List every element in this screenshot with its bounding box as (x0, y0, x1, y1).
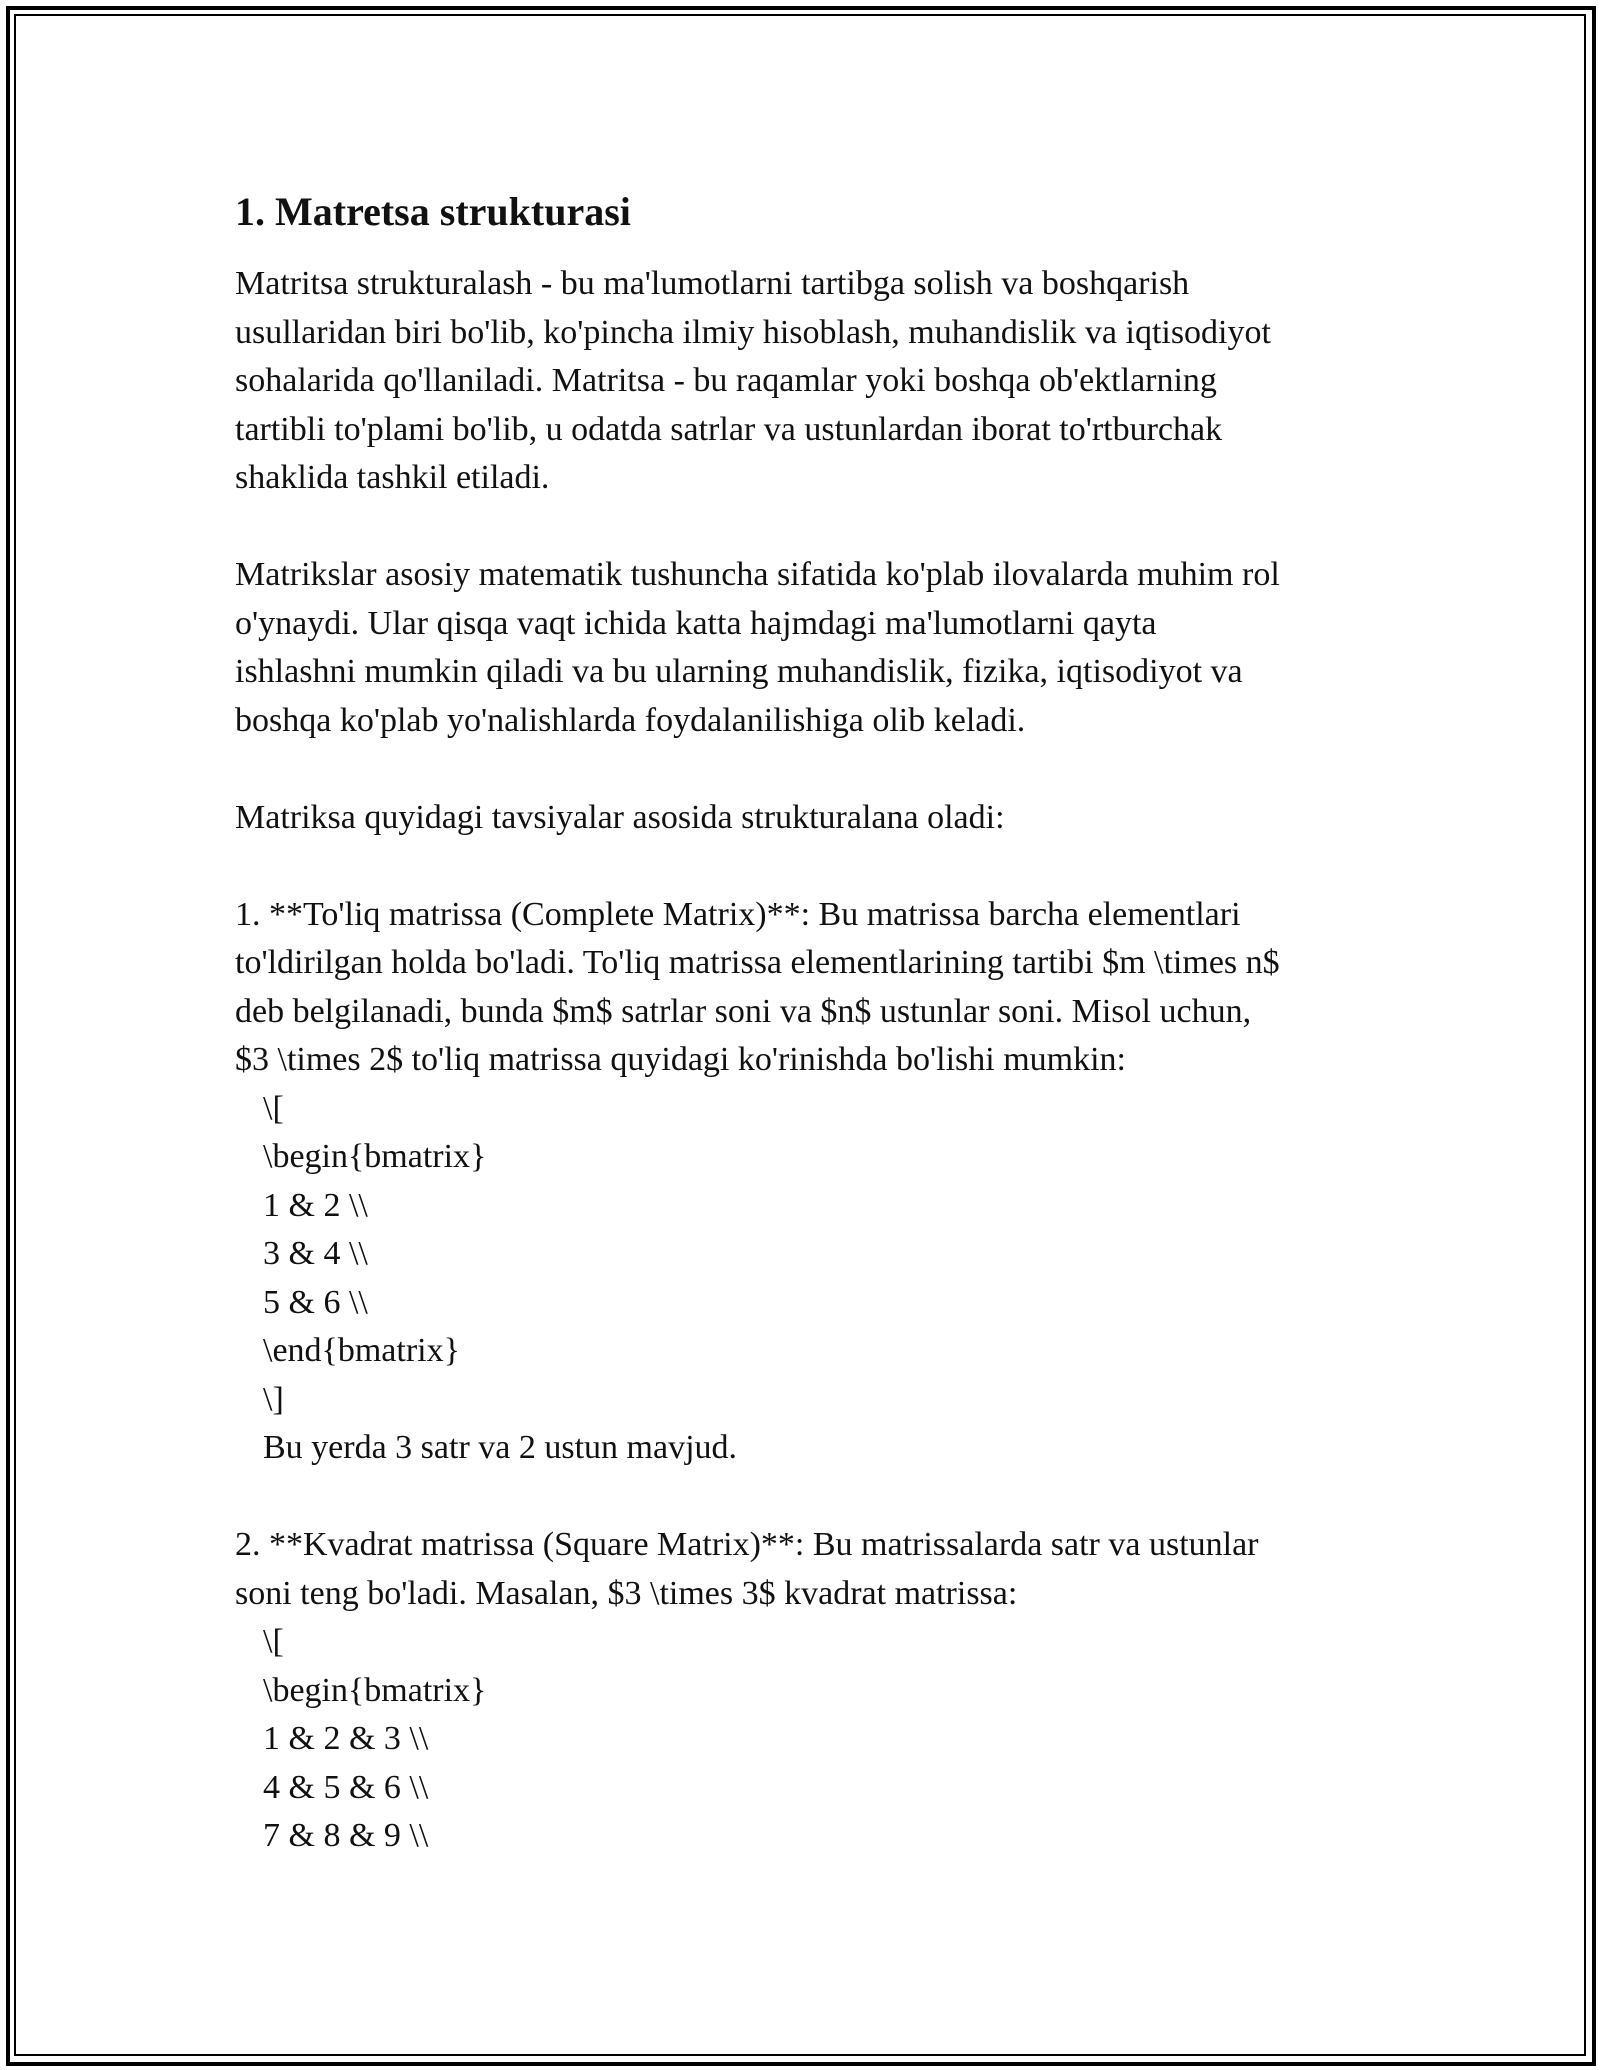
text-line: 2. **Kvadrat matrissa (Square Matrix)**: Bu matrissalarda satr va ustunlar (235, 1526, 1259, 1563)
code-line: 3 & 4 \\ (263, 1235, 368, 1272)
code-line: \[ (263, 1623, 284, 1660)
text-line: soni teng bo'ladi. Masalan, $3 \times 3$ kvadrat matrissa: (235, 1574, 1018, 1612)
code-line: 5 & 6 \\ (263, 1283, 368, 1321)
text-line: tartibli to'plami bo'lib, u odatda satrlar va ustunlardan iborat to'rtburchak (235, 410, 1223, 448)
text-line: o'ynaydi. Ular qisqa vaqt ichida katta hajmdagi ma'lumotlarni qayta (235, 604, 1157, 642)
code-line: 7 & 8 & 9 \\ (263, 1817, 429, 1854)
text-line: usullaridan biri bo'lib, ko'pincha ilmiy hisoblash, muhandislik va iqtisodiyot (235, 313, 1271, 351)
paragraph-intro (235, 260, 1375, 503)
code-line: \] (263, 1380, 284, 1418)
code-line: \[ (263, 1089, 284, 1127)
text-line: Matrikslar asosiy matematik tushuncha sifatida ko'plab ilovalarda muhim rol (235, 556, 1280, 593)
matrix-code-block (235, 1085, 1375, 1473)
section-heading: 1. Matretsa strukturasi (235, 189, 631, 234)
code-line: \end{bmatrix} (263, 1332, 460, 1369)
text-line: Bu yerda 3 satr va 2 ustun mavjud. (263, 1429, 738, 1466)
text-line: shaklida tashkil etiladi. (235, 459, 550, 496)
paragraph-gap (235, 1473, 1375, 1522)
list-item-square-matrix (235, 1521, 1375, 1861)
code-line: 4 & 5 & 6 \\ (263, 1768, 429, 1806)
paragraph-matrix-role (235, 551, 1375, 745)
text-line: $3 \times 2$ to'liq matrissa quyidagi ko'rinishda bo'lishi mumkin: (235, 1041, 1127, 1078)
code-line: \begin{bmatrix} (263, 1138, 487, 1175)
matrix-code-block (235, 1618, 1375, 1861)
code-line: \begin{bmatrix} (263, 1671, 487, 1709)
text-line: ishlashni mumkin qiladi va bu ularning muhandislik, fizika, iqtisodiyot va (235, 653, 1243, 690)
paragraph-gap (235, 745, 1375, 794)
text-line: 1. **To'liq matrissa (Complete Matrix)**: Bu matrissa barcha elementlari (235, 895, 1241, 933)
paragraph-list-intro (235, 794, 1375, 843)
text-line: sohalarida qo'llaniladi. Matritsa - bu raqamlar yoki boshqa ob'ektlarning (235, 362, 1217, 399)
text-line: deb belgilanadi, bunda $m$ satrlar soni va $n$ ustunlar soni. Misol uchun, (235, 992, 1252, 1030)
code-line: 1 & 2 & 3 \\ (263, 1720, 429, 1757)
list-item-complete-matrix (235, 891, 1375, 1473)
text-line: Matritsa strukturalash - bu ma'lumotlarni tartibga solish va boshqarish (235, 265, 1190, 302)
paragraph-gap (235, 503, 1375, 552)
text-line: boshqa ko'plab yo'nalishlarda foydalanilishiga olib keladi. (235, 701, 1026, 739)
text-line: to'ldirilgan holda bo'ladi. To'liq matrissa elementlarining tartibi $m \times n$ (235, 944, 1280, 981)
code-line: 1 & 2 \\ (263, 1186, 368, 1224)
document-body (235, 188, 1375, 1861)
text-line: Matriksa quyidagi tavsiyalar asosida strukturalana oladi: (235, 798, 1005, 836)
paragraph-gap (235, 842, 1375, 891)
